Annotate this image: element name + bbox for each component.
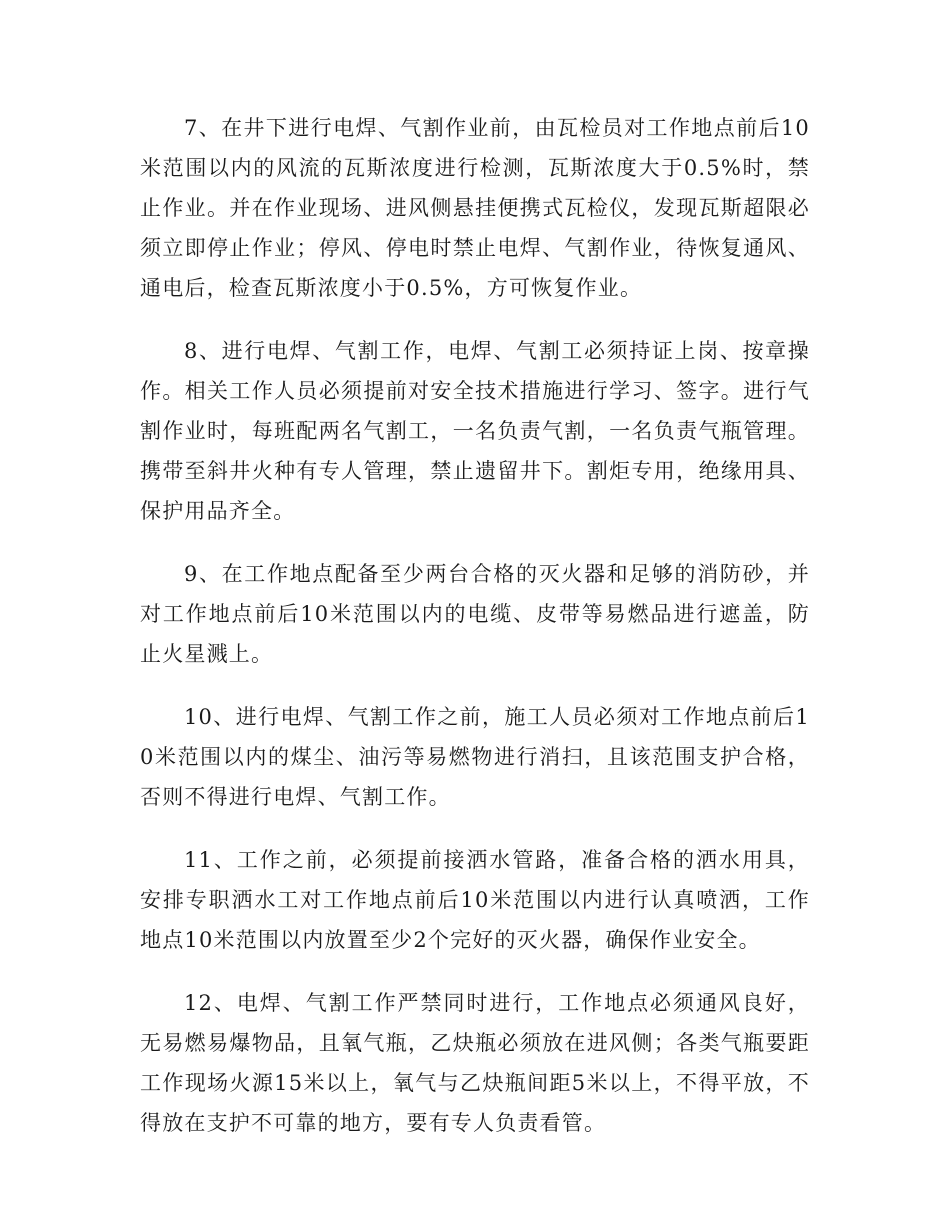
paragraph-7: 7、在井下进行电焊、气割作业前，由瓦检员对工作地点前后10米范围以内的风流的瓦斯浓度进行检测，瓦斯浓度大于0.5%时，禁止作业。并在作业现场、进风侧悬挂便携式瓦检仪，发现瓦斯超限必须立即停止作业；停风、停电时禁止电焊、气割作业，待恢复通风、通电后，检查瓦斯浓度小于0.5%，方可恢复作业。 (140, 116, 810, 300)
paragraph-8: 8、进行电焊、气割工作，电焊、气割工必须持证上岗、按章操作。相关工作人员必须提前对安全技术措施进行学习、签字。进行气割作业时，每班配两名气割工，一名负责气割，一名负责气瓶管理。携带至斜井火种有专人管理，禁止遗留井下。割炬专用，绝缘用具、保护用品齐全。 (140, 339, 810, 523)
document-body (140, 108, 810, 1166)
paragraph-12: 12、电焊、气割工作严禁同时进行，工作地点必须通风良好，无易燃易爆物品，且氧气瓶，乙炔瓶必须放在进风侧；各类气瓶要距工作现场火源15米以上，氧气与乙炔瓶间距5米以上，不得平放，不得放在支护不可靠的地方，要有专人负责看管。 (140, 991, 810, 1135)
paragraph-9: 9、在工作地点配备至少两台合格的灭火器和足够的消防砂，并对工作地点前后10米范围以内的电缆、皮带等易燃品进行遮盖，防止火星溅上。 (140, 562, 810, 666)
paragraph-11: 11、工作之前，必须提前接洒水管路，准备合格的洒水用具，安排专职洒水工对工作地点前后10米范围以内进行认真喷洒，工作地点10米范围以内放置至少2个完好的灭火器，确保作业安全。 (140, 848, 810, 952)
paragraph-10: 10、进行电焊、气割工作之前，施工人员必须对工作地点前后10米范围以内的煤尘、油污等易燃物进行消扫，且该范围支护合格，否则不得进行电焊、气割工作。 (140, 705, 810, 809)
